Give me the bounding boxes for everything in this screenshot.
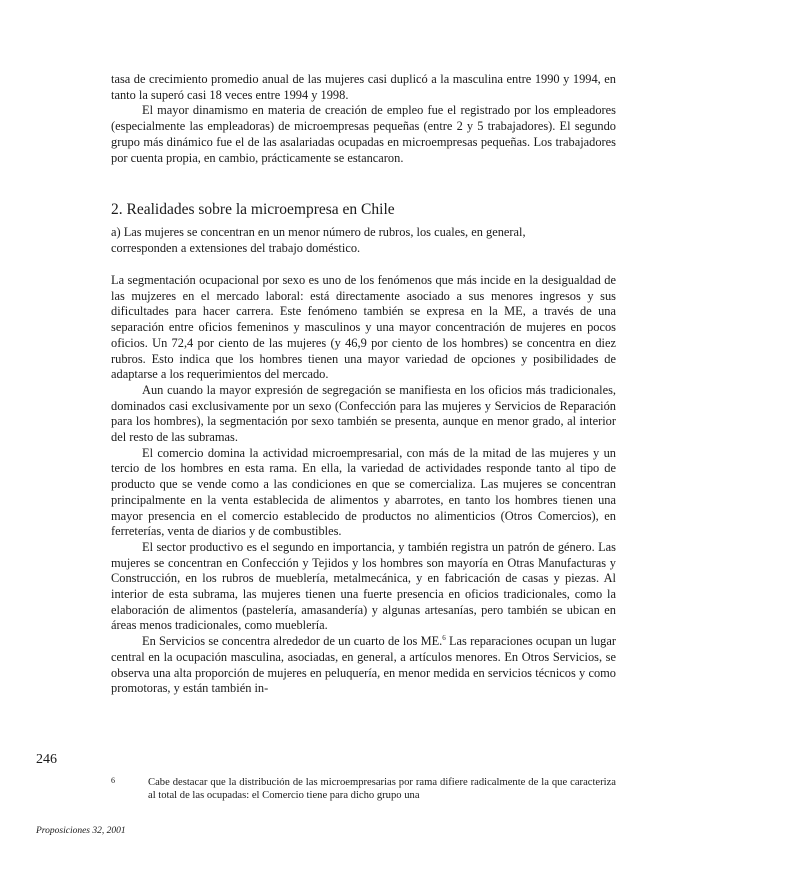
footnote-mark: 6 bbox=[111, 776, 115, 785]
main-text bbox=[111, 273, 616, 697]
intro-paragraph-1: tasa de crecimiento promedio anual de las mujeres casi duplicó a la masculina entre 1990 y 1994, en tanto la superó casi 18 veces entre 1994 y 1998. bbox=[111, 72, 616, 102]
main-paragraph-5-start: En Servicios se concentra alrededor de un cuarto de los ME. bbox=[142, 634, 443, 649]
footnote-reference[interactable]: 6 bbox=[442, 634, 446, 643]
intro-paragraph-2: El mayor dinamismo en materia de creación de empleo fue el registrado por los empleadores (especialmente las empleadoras) de microempresas pequeñas (entre 2 y 5 trabajadores). El segundo grupo más dinámico fue el de las asalariadas ocupadas en microempresas pequeñas. Los trabajadores por cuenta propia, en cambio, prácticamente se estancaron. bbox=[111, 103, 616, 165]
section-heading: 2. Realidades sobre la microempresa en Chile bbox=[111, 201, 395, 218]
footnote bbox=[111, 776, 616, 802]
intro-text bbox=[111, 72, 616, 166]
page-number: 246 bbox=[36, 752, 57, 767]
journal-citation: Proposiciones 32, 2001 bbox=[36, 826, 126, 836]
main-paragraph-3: El comercio domina la actividad microempresarial, con más de la mitad de las mujeres y un tercio de los hombres en esta rama. En ella, la variedad de actividades responde tanto al tipo de producto que se vende como a las condiciones en que se comercializa. Las mujeres se concentran principalmente en la venta establecida de alimentos y abarrotes, en tanto los hombres tienen una mayor presencia en el comercio establecido de productos no alimenticios (Otros Comercios), en ferreterías, venta de diarios y de combustibles. bbox=[111, 445, 616, 539]
section-subheading: a) Las mujeres se concentran en un menor número de rubros, los cuales, en general, corresponden a extensiones del trabajo doméstico. bbox=[111, 225, 526, 255]
footnote-text: Cabe destacar que la distribución de las microempresarias por rama difiere radicalmente de la que caracteriza al total de las ocupadas: el Comercio tiene para dicho grupo una bbox=[148, 777, 616, 801]
main-paragraph-5-end: Las reparaciones ocupan un lugar central en la ocupación masculina, asociadas, en general, a artículos menores. En Otros Servicios, se observa una alta proporción de mujeres en peluquería, en menor medida en servicios técnicos y como promotoras, y están también in- bbox=[111, 634, 617, 696]
main-paragraph-4: El sector productivo es el segundo en importancia, y también registra un patrón de género. Las mujeres se concentran en Confección y Tejidos y los hombres son mayoría en Otras Manufacturas y Construcción, en los rubros de mueblería, metalmecánica, y en fabricación de casas y piezas. Al interior de esta subrama, las mujeres tienen una fuerte presencia en oficios tradicionales, como la elaboración de alimentos (pastelería, amasandería) y algunas artesanías, pero también se ubican en áreas menos tradicionales, como mueblería. bbox=[111, 539, 616, 633]
main-paragraph-5 bbox=[111, 634, 616, 697]
main-paragraph-1: La segmentación ocupacional por sexo es uno de los fenómenos que más incide en la desigualdad de las mujzeres en el mercado laboral: está directamente asociado a sus menores ingresos y sus dificultades para hacer carrera. Este fenómeno también se expresa en la ME, a través de una separación entre oficios femeninos y masculinos y una mayor concentración de mujeres en pocos oficios. Un 72,4 por ciento de las mujeres (y 46,9 por ciento de los hombres) se concentra en diez rubros. Esto indica que los hombres tienen una mayor variedad de opciones y posibilidades de adaptarse a los requerimientos del mercado. bbox=[111, 273, 616, 382]
main-paragraph-2: Aun cuando la mayor expresión de segregación se manifiesta en los oficios más tradicionales, dominados casi exclusivamente por un sexo (Confección para las mujeres y Servicios de Reparación para los hombres), la segmentación por sexo también se presenta, aunque en menor grado, al interior del resto de las subramas. bbox=[111, 382, 616, 445]
